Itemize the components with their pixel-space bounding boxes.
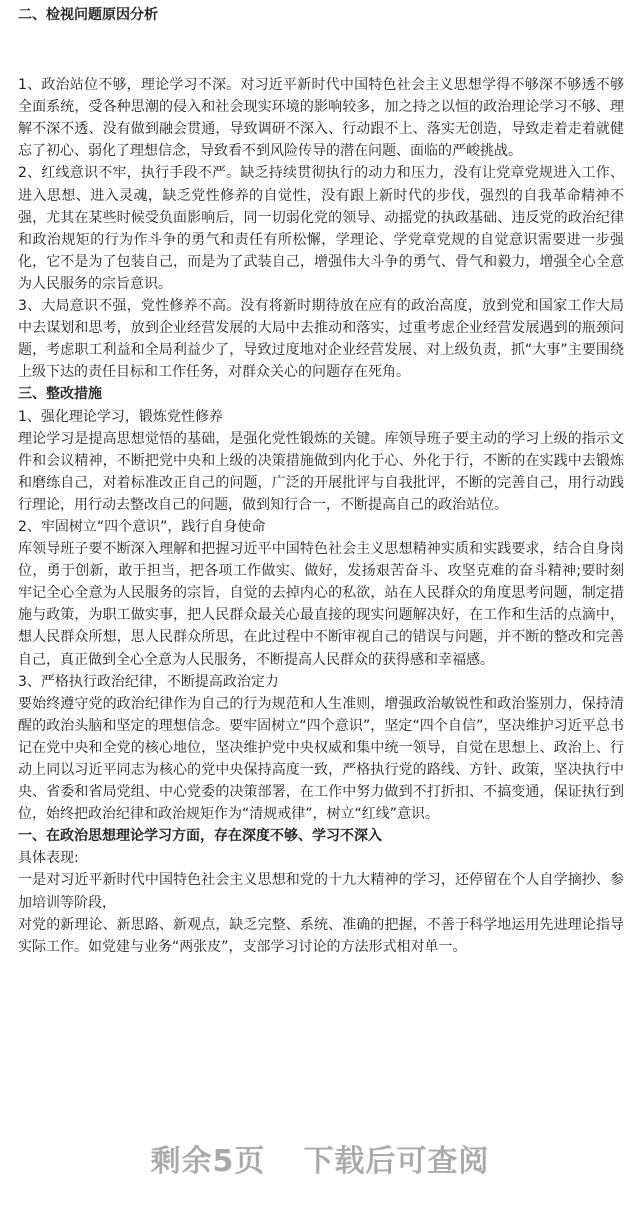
paragraph: 要始终遵守党的政治纪律作为自己的行为规范和人生准则，增强政治敏锐性和政治鉴别力，保持清醒的政治头脑和坚定的理想信念。要牢固树立“四个意识”，坚定“四个自信”，坚决维护习近平总书记在党中央和全党的核心地位，坚决维护党中央权威和集中统一领导，自觉在思想上、政治上、行动上同以习近平同志为核心的党中央保持高度一致，严格执行党的路线、方针、政策，坚决执行中央、省委和省局党组、中心党委的决策部署，在工作中努力做到不打折扣、不搞变通，保证执行到位，始终把政治纪律和政治规矩作为“清规戒律”，树立“红线”意识。 xyxy=(18,695,624,823)
clipped-previous-line xyxy=(18,0,624,4)
document-content xyxy=(18,4,624,958)
section-heading: 二、检视问题原因分析 xyxy=(18,7,158,23)
paragraph: 1、政治站位不够，理论学习不深。对习近平新时代中国特色社会主义思想学得不够深不够透不够全面系统，受各种思潮的侵入和社会现实环境的影响较多，加之持之以恒的政治理论学习不够、理解不深不透、没有做到融会贯通，导致调研不深入、行动跟不上、落实无创造，导致走着走着就健忘了初心、弱化了理想信念，导致看不到风险传导的潜在问题、面临的严峻挑战。 xyxy=(18,77,624,160)
paragraph: 一是对习近平新时代中国特色社会主义思想和党的十九大精神的学习，还停留在个人自学摘抄、参加培训等阶段， xyxy=(18,872,624,911)
paragraph: 对党的新理论、新思路、新观点，缺乏完整、系统、准确的把握，不善于科学地运用先进理论指导实际工作。如党建与业务“两张皮”，支部学习讨论的方法形式相对单一。 xyxy=(18,916,624,955)
remaining-pages-banner[interactable] xyxy=(0,1136,640,1180)
section-gap xyxy=(18,26,624,74)
paragraph: 理论学习是提高思想觉悟的基础，是强化党性锻炼的关键。库领导班子要主动的学习上级的指示文件和会议精神，不断把党中央和上级的决策措施做到内化于心、外化于行，不断的在实践中去锻炼和磨练自己，对着标准改正自己的问题，广泛的开展批评与自我批评，不断的完善自己，用行动践行理论，用行动去整改自己的问题，做到知行合一，不断提高自己的政治站位。 xyxy=(18,430,624,513)
remaining-pages-text: 剩余5页 xyxy=(150,1144,266,1179)
section-heading: 三、整改措施 xyxy=(18,386,102,403)
paragraph: 2、红线意识不牢，执行手段不严。缺乏持续贯彻执行的动力和压力，没有让党章党规进入工作、进入思想、进入灵魂，缺乏党性修养的自觉性，没有跟上新时代的步伐，强烈的自我革命精神不强，尤其在某些时候受负面影响后，同一切弱化党的领导、动摇党的执政基础、违反党的政治纪律和政治规矩的行为作斗争的勇气和责任有所松懈，学理论、学党章党规的自觉意识需要进一步强化，它不是为了包装自己，而是为了武装自己，增强伟大斗争的勇气、骨气和毅力，增强全心全意为人民服务的宗旨意识。 xyxy=(18,165,624,292)
paragraph: 具体表现: xyxy=(18,850,79,867)
paragraph: 库领导班子要不断深入理解和把握习近平中国特色社会主义思想精神实质和实践要求，结合自身岗位，勇于创新，敢于担当，把各项工作做实、做好，发扬艰苦奋斗、攻坚克难的奋斗精神;要时刻牢记全心全意为人民服务的宗旨，自觉的去掉内心的私欲，站在人民群众的角度思考问题，制定措施与政策，为职工做实事，把人民群众最关心最直接的现实问题解决好，在工作和生活的点滴中，想人民群众所想，思人民群众所思，在此过程中不断审视自己的错误与问题，并不断的整改和完善自己，真正做到全心全意为人民服务，不断提高人民群众的获得感和幸福感。 xyxy=(18,541,624,668)
section-heading: 一、在政治思想理论学习方面，存在深度不够、学习不深入 xyxy=(18,828,382,845)
download-to-view-text: 下载后可查阅 xyxy=(303,1144,490,1179)
paragraph: 1、强化理论学习，锻炼党性修养 xyxy=(18,408,223,425)
clipped-line-text xyxy=(18,0,214,4)
paragraph: 3、严格执行政治纪律，不断提高政治定力 xyxy=(18,673,279,690)
document-body xyxy=(18,0,624,958)
paragraph: 2、牢固树立“四个意识”，践行自身使命 xyxy=(18,518,266,535)
paragraph: 3、大局意识不强，党性修养不高。没有将新时期待放在应有的政治高度，放到党和国家工作大局中去谋划和思考，放到企业经营发展的大局中去推动和落实，过重考虑企业经营发展遇到的瓶颈问题，考虑职工利益和全局利益少了，导致过度地对企业经营发展、对上级负责，抓“大事”主要围绕上级下达的责任目标和工作任务，对群众关心的问题存在死角。 xyxy=(18,298,624,381)
